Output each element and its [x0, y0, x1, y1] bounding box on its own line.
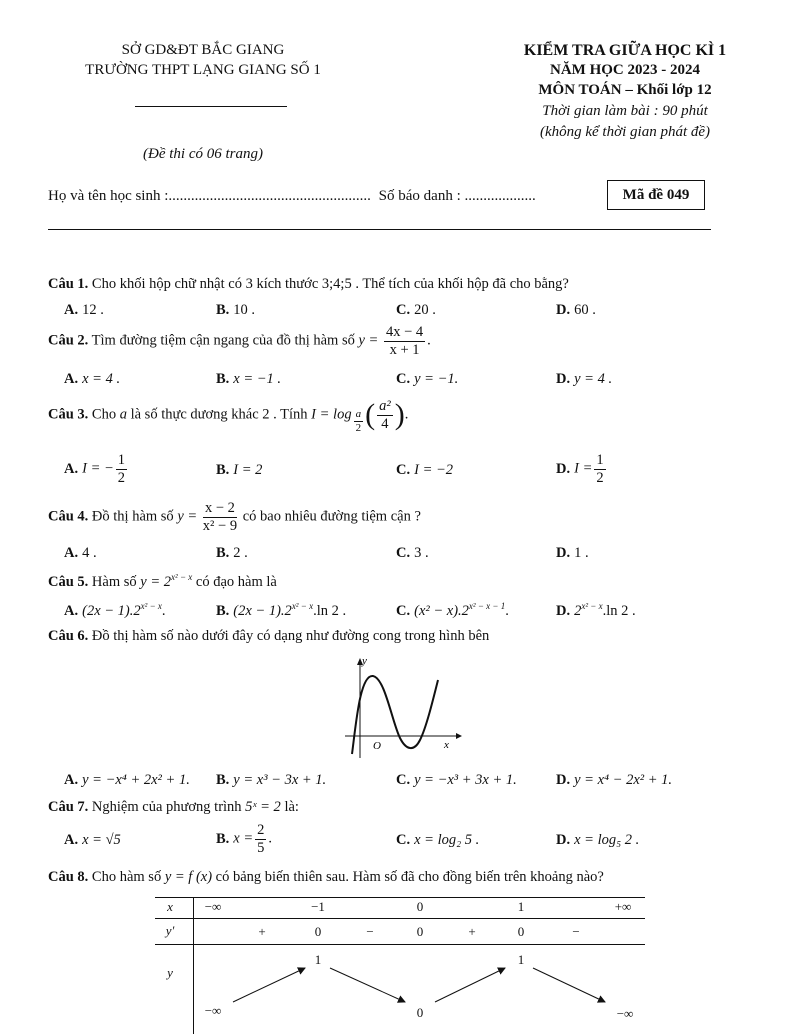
formula: $y = 2^{x^2 - x}$: [140, 572, 193, 590]
function-graph: [340, 654, 470, 760]
option-b[interactable]: B. y = x³ − 3x + 1.: [216, 772, 327, 788]
question-label: Câu 5.: [48, 573, 89, 590]
question-text-after: có bao nhiêu đường tiệm cận ?: [242, 508, 421, 525]
formula-lhs: I = log: [311, 406, 352, 423]
formula-lhs: y =: [358, 332, 379, 349]
x-value: −∞: [204, 899, 222, 914]
student-name-label: Họ và tên học sinh :: [48, 188, 169, 204]
option-d[interactable]: D. 60 .: [556, 302, 596, 318]
table-row-divider: [155, 918, 645, 919]
formula-lhs: y =: [177, 508, 198, 525]
option-b[interactable]: B. x = −1 .: [216, 371, 282, 387]
option-a[interactable]: A. $(2x - 1).2^{x^2 - x}$.: [64, 601, 166, 619]
question-8: [48, 869, 604, 886]
option-b[interactable]: B. $(2x - 1).2^{x^2 - x}.\ln$ 2 .: [216, 601, 347, 619]
y-axis-label: y: [362, 655, 367, 667]
question-text: Tìm đường tiệm cận ngang của đồ thị hàm số: [91, 332, 355, 349]
question-text-after: là:: [284, 799, 299, 815]
x-value: 0: [416, 899, 424, 914]
variable-a: a: [119, 406, 127, 423]
y-value: 1: [517, 952, 525, 967]
time-limit: Thời gian làm bài : 90 phút: [542, 103, 708, 119]
question-label: Câu 6.: [48, 628, 89, 644]
student-name-blank[interactable]: ......................................................: [168, 188, 371, 204]
option-c[interactable]: C. y = −x³ + 3x + 1.: [396, 772, 517, 788]
question-label: Câu 8.: [48, 869, 89, 885]
question-6: [48, 628, 489, 645]
derivative-zero: 0: [517, 924, 525, 939]
y-value: −∞: [616, 1006, 634, 1021]
question-label: Câu 3.: [48, 406, 89, 423]
option-c[interactable]: C. 3 .: [396, 545, 429, 561]
formula-fraction: $\frac{x - 2}{\text{x² − 9}}$: [202, 500, 238, 534]
option-c[interactable]: C. $(x^2 - x).2^{x^2 - x - 1}$.: [396, 601, 509, 619]
question-text: Nghiệm của phương trình: [91, 799, 242, 815]
log-base: $\frac{a}{2}$: [355, 407, 362, 434]
option-c[interactable]: C. y = −1.: [396, 371, 459, 387]
option-d[interactable]: D. $2^{x^2 - x}.\ln$ 2 .: [556, 601, 636, 619]
option-a[interactable]: A. 12 .: [64, 302, 104, 318]
student-id-blank[interactable]: ...................: [464, 188, 536, 204]
question-label: Câu 4.: [48, 508, 89, 525]
derivative-sign: −: [366, 924, 374, 939]
question-5: [48, 572, 277, 591]
row-label-x: x: [167, 899, 173, 914]
option-d[interactable]: D. y = x⁴ − 2x² + 1.: [556, 772, 673, 788]
option-a[interactable]: A. x = 4 .: [64, 371, 121, 387]
header-divider: [48, 229, 711, 230]
y-value: 0: [416, 1005, 424, 1020]
derivative-sign: +: [258, 924, 266, 939]
school-year: NĂM HỌC 2023 - 2024: [550, 62, 700, 78]
school-department: SỞ GD&ĐT BẮC GIANG: [121, 42, 285, 58]
option-c[interactable]: C. I = −2: [396, 462, 454, 478]
question-3: Câu 3. Cho a là số thực dương khác 2 . Tính I = log $\frac{a}{2}$ ( $\frac{\text{a²}}{4}$ ).: [48, 398, 409, 434]
exam-title: KIỂM TRA GIỮA HỌC KÌ 1: [523, 42, 727, 59]
exam-code-box: Mã đề 049: [607, 180, 705, 210]
variation-arrows: [155, 944, 645, 1034]
option-d[interactable]: D. I = $\frac{1}{2}$: [556, 452, 604, 486]
question-text-b: là số thực dương khác 2 . Tính: [130, 406, 308, 423]
question-text: Hàm số: [91, 573, 137, 590]
question-7: [48, 799, 299, 816]
subject-grade: MÔN TOÁN – Khối lớp 12: [538, 82, 712, 98]
option-c[interactable]: C. 20 .: [396, 302, 436, 318]
question-text-after: có bảng biến thiên sau. Hàm số đã cho đồng biến trên khoảng nào?: [215, 869, 604, 885]
question-text: Cho khối hộp chữ nhật có 3 kích thước 3;4;5 . Thể tích của khối hộp đã cho bằng?: [91, 276, 569, 292]
option-d[interactable]: D. y = 4 .: [556, 371, 613, 387]
time-note: (không kể thời gian phát đề): [539, 124, 711, 140]
header-left-underline: [135, 106, 287, 107]
question-text-after: có đạo hàm là: [195, 573, 277, 590]
derivative-sign: +: [468, 924, 476, 939]
question-label: Câu 1.: [48, 276, 89, 292]
formula: y = f (x): [164, 869, 213, 885]
option-a[interactable]: A. y = −x⁴ + 2x² + 1.: [64, 772, 190, 788]
question-label: Câu 7.: [48, 799, 89, 815]
option-c[interactable]: C. x = log₂ 5 .: [396, 832, 480, 848]
option-b[interactable]: B. x = $\frac{2}{5}$ .: [216, 822, 273, 856]
formula-fraction: $\frac{4x - 4}{x + 1}$: [385, 324, 424, 358]
row-label-y-prime: y′: [165, 923, 175, 938]
question-2: Câu 2. Tìm đường tiệm cận ngang của đồ thị hàm số y = $\frac{4x - 4}{x + 1}$ .: [48, 324, 431, 358]
option-d[interactable]: D. 1 .: [556, 545, 589, 561]
option-b[interactable]: B. 2 .: [216, 545, 248, 561]
x-axis-label: x: [444, 739, 449, 751]
student-info-line: [48, 188, 536, 205]
student-id-label: Số báo danh :: [378, 188, 461, 204]
school-name: TRƯỜNG THPT LẠNG GIANG SỐ 1: [85, 62, 321, 78]
derivative-zero: 0: [416, 924, 424, 939]
question-text: Đồ thị hàm số: [91, 508, 174, 525]
option-d[interactable]: D. x = log₅ 2 .: [556, 832, 640, 848]
question-label: Câu 2.: [48, 332, 89, 349]
option-b[interactable]: B. I = 2: [216, 462, 263, 478]
question-text-a: Cho: [91, 406, 117, 423]
x-value: 1: [517, 899, 525, 914]
question-4: [48, 500, 421, 534]
log-argument: $\frac{\text{a²}}{4}$: [379, 398, 391, 432]
question-text: Đồ thị hàm số nào dưới đây có dạng như đường cong trong hình bên: [91, 628, 490, 644]
option-a[interactable]: A. I = − $\frac{1}{2}$: [64, 452, 126, 486]
question-text: Cho hàm số: [91, 869, 162, 885]
y-value: −∞: [204, 1003, 222, 1018]
y-value: 1: [314, 952, 322, 967]
option-a[interactable]: A. x = √5: [64, 832, 121, 848]
origin-label: O: [373, 740, 381, 752]
formula: 5ˣ = 2: [245, 799, 281, 815]
option-b[interactable]: B. 10 .: [216, 302, 256, 318]
question-1: [48, 276, 569, 293]
x-value: +∞: [614, 899, 632, 914]
option-a[interactable]: A. 4 .: [64, 545, 97, 561]
row-label-y: y: [167, 965, 173, 980]
derivative-zero: 0: [314, 924, 322, 939]
derivative-sign: −: [572, 924, 580, 939]
pages-note: (Đề thi có 06 trang): [143, 146, 263, 162]
x-value: −1: [311, 899, 325, 914]
table-top-border: [155, 897, 645, 898]
